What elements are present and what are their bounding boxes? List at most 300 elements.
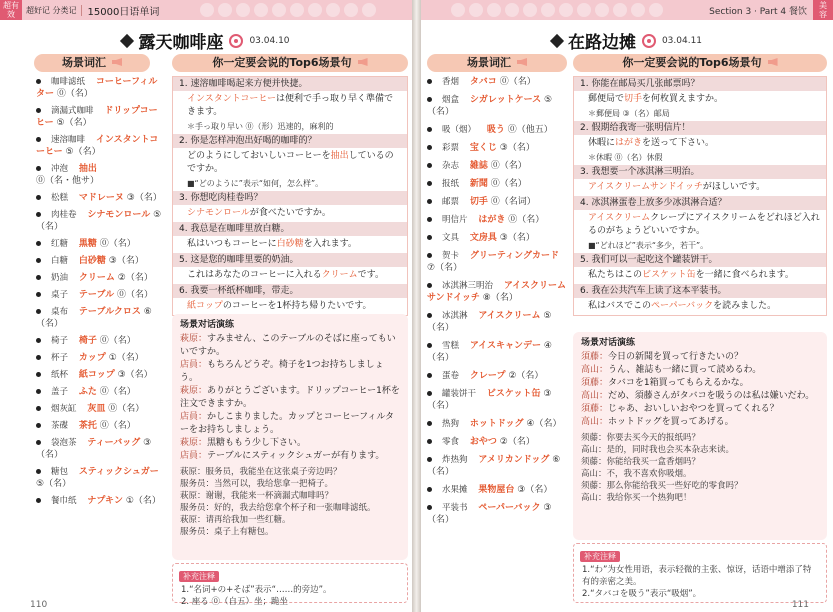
vocab-accent: ⑤（名） bbox=[56, 118, 92, 128]
bullet-icon bbox=[36, 79, 41, 84]
right-dialog-box bbox=[573, 332, 827, 540]
vocab-japanese: 吸う bbox=[486, 125, 505, 135]
vocab-japanese: シナモンロール bbox=[87, 210, 151, 220]
left-sentences-header-text: 你一定要会说的Top6场景句 bbox=[212, 56, 352, 69]
vocab-japanese: インスタントコーヒー bbox=[36, 135, 159, 157]
dialog-line bbox=[573, 351, 827, 364]
vocab-accent: ③（名） bbox=[499, 143, 535, 153]
vocab-accent: ③（名） bbox=[36, 438, 152, 460]
right-vocab-list bbox=[427, 76, 567, 532]
vocab-chinese: 杂志 bbox=[442, 161, 460, 171]
vocab-item bbox=[36, 403, 162, 415]
vocab-accent: ⓪（名） bbox=[56, 89, 93, 99]
dialog-speaker: 高山： bbox=[581, 417, 609, 427]
vocab-item bbox=[427, 310, 567, 334]
vocab-item bbox=[427, 388, 567, 412]
vocab-japanese: 黒糖 bbox=[78, 239, 97, 249]
bullet-icon bbox=[427, 253, 432, 258]
dialog-translation-line: 须藤：那么你能给我买一些好吃的零食吗？ bbox=[581, 481, 743, 491]
vocab-chinese: 零食 bbox=[442, 437, 460, 447]
vocab-chinese: 速溶咖啡 bbox=[51, 135, 86, 145]
left-dialog-translation bbox=[172, 466, 408, 538]
vocab-accent: ⓪（名词） bbox=[490, 197, 536, 207]
sentence-question: 5. 我们可以一起吃这个罐装饼干。 bbox=[574, 253, 826, 267]
right-title-text: 在路边摊 bbox=[567, 33, 636, 53]
left-vocab-header bbox=[34, 54, 150, 72]
vocab-japanese: はがき bbox=[478, 215, 506, 225]
vocab-japanese: 宝くじ bbox=[469, 143, 497, 153]
bullet-icon bbox=[36, 338, 41, 343]
dialog-translation-line: 服务员：桌子上有糖包。 bbox=[180, 527, 274, 537]
bullet-icon bbox=[36, 195, 41, 200]
dialog-text: テーブルにスティックシュガーが有ります。 bbox=[207, 451, 385, 461]
vocab-accent: ⓪（名） bbox=[490, 179, 527, 189]
bullet-icon bbox=[427, 163, 432, 168]
sentence-answer: アイスクリームサンドイッチがほしいです。 bbox=[588, 182, 766, 192]
dialog-speaker: 店員： bbox=[180, 412, 208, 422]
vocab-chinese: 奶油 bbox=[51, 273, 69, 283]
vocab-chinese: 雪糕 bbox=[442, 341, 460, 351]
left-note-box bbox=[172, 563, 408, 607]
vocab-japanese: カップ bbox=[78, 353, 106, 363]
vocab-japanese: ホットドッグ bbox=[469, 419, 524, 429]
left-section-title bbox=[0, 28, 412, 53]
vocab-japanese: 紙コップ bbox=[78, 370, 115, 380]
vocab-accent: ⓪（名） bbox=[99, 421, 136, 431]
bullet-icon bbox=[36, 275, 41, 280]
vocab-chinese: 肉桂卷 bbox=[51, 210, 77, 220]
dialog-speaker: 須藤： bbox=[581, 352, 609, 362]
dialog-text: ホットドッグを買ってあげる。 bbox=[608, 417, 734, 427]
right-dialog-translation bbox=[573, 432, 827, 504]
vocab-chinese: 糖包 bbox=[51, 467, 69, 477]
dialog-text: かしこまりました。カップとコーヒーフィルターをお持ちしましょう。 bbox=[180, 412, 395, 435]
left-note-1: 1.“名词+の+そば”表示“……的旁边”。 bbox=[181, 585, 332, 595]
vocab-chinese: 蛋卷 bbox=[442, 371, 460, 381]
vocab-chinese: 餐巾纸 bbox=[51, 496, 77, 506]
vocab-item bbox=[36, 255, 162, 267]
vocab-japanese: 切手 bbox=[469, 197, 488, 207]
vocab-item bbox=[427, 418, 567, 430]
vocab-japanese: 新聞 bbox=[469, 179, 488, 189]
vocab-chinese: 水果摊 bbox=[442, 485, 468, 495]
vocab-japanese: スティックシュガー bbox=[78, 467, 159, 477]
vocab-chinese: 桌子 bbox=[51, 290, 69, 300]
vocab-japanese: 文房具 bbox=[469, 233, 497, 243]
vocab-item bbox=[36, 437, 162, 461]
sentence-note: ■“どれほど”表示“多少，若干”。 bbox=[588, 241, 709, 250]
vocab-item bbox=[36, 105, 162, 129]
dialog-text: じゃあ、おいしいおやつを買ってくれる？ bbox=[608, 404, 779, 414]
vocab-chinese: 文具 bbox=[442, 233, 460, 243]
vocab-item bbox=[36, 163, 162, 187]
dialog-speaker: 須藤： bbox=[581, 404, 609, 414]
left-sentence-box bbox=[172, 76, 408, 316]
bullet-icon bbox=[427, 457, 432, 462]
left-header-tag: 超有效 bbox=[0, 0, 22, 20]
vocab-item bbox=[36, 272, 162, 284]
vocab-chinese: 吸（烟） bbox=[442, 125, 477, 135]
dialog-text: ありがとうございます。ドリップコーヒー1杯を注文できますか。 bbox=[180, 386, 400, 409]
dialog-speaker: 萩原： bbox=[180, 438, 208, 448]
dialog-line bbox=[172, 385, 408, 411]
vocab-japanese: クレープ bbox=[469, 371, 506, 381]
vocab-chinese: 烟灰缸 bbox=[51, 404, 77, 414]
left-vocab-list bbox=[36, 76, 162, 512]
vocab-accent: ⑦（名） bbox=[427, 263, 463, 273]
bullet-icon bbox=[427, 145, 432, 150]
highlighted-term: 白砂糖 bbox=[276, 239, 304, 249]
dialog-line bbox=[573, 377, 827, 390]
vocab-accent: ②（名） bbox=[508, 371, 544, 381]
bullet-icon bbox=[427, 79, 432, 84]
vocab-accent: ②（名） bbox=[499, 437, 535, 447]
dialog-line bbox=[573, 390, 827, 403]
vocab-accent: ②（名） bbox=[117, 273, 153, 283]
vocab-accent: ⓪（他五） bbox=[507, 125, 553, 135]
vocab-accent: ⑤（名） bbox=[427, 311, 552, 333]
left-vocab-header-text: 场景词汇 bbox=[62, 56, 106, 69]
vocab-accent: ⑤（名） bbox=[65, 147, 101, 157]
vocab-chinese: 贺卡 bbox=[442, 251, 460, 261]
dialog-text: 今日の新聞を買って行きたいの？ bbox=[608, 352, 744, 362]
vocab-accent: ⓪（名） bbox=[99, 387, 136, 397]
vocab-japanese: 白砂糖 bbox=[78, 256, 106, 266]
vocab-chinese: 红糖 bbox=[51, 239, 69, 249]
header-dots-decoration bbox=[451, 0, 663, 20]
vocab-item bbox=[427, 160, 567, 172]
vocab-item bbox=[427, 76, 567, 88]
vocab-accent: ⑤（名） bbox=[36, 210, 162, 232]
diamond-icon bbox=[120, 33, 134, 47]
highlighted-term: ビスケット缶 bbox=[642, 270, 696, 280]
highlighted-term: 抽出 bbox=[330, 151, 349, 161]
bullet-icon bbox=[427, 373, 432, 378]
right-dialog-lines bbox=[573, 351, 827, 429]
speaker-icon[interactable] bbox=[768, 58, 778, 66]
vocab-chinese: 盖子 bbox=[51, 387, 69, 397]
bullet-icon bbox=[427, 487, 432, 492]
sentence-answer: 郵便局で切手を何枚買えますか。 bbox=[588, 94, 724, 104]
vocab-chinese: 烟盒 bbox=[442, 95, 460, 105]
vocab-item bbox=[427, 94, 567, 118]
vocab-accent: ⑧（名） bbox=[482, 293, 518, 303]
vocab-item bbox=[427, 436, 567, 448]
dialog-translation-line: 高山：不，我不喜欢你吸烟。 bbox=[581, 469, 692, 479]
left-header-tag2: 超好记 分类记 bbox=[22, 5, 82, 16]
right-dialog-header: 场景对话演练 bbox=[581, 338, 636, 348]
dialog-line bbox=[172, 450, 408, 463]
vocab-accent: ⑥（名） bbox=[427, 455, 561, 477]
dialog-speaker: 萩原： bbox=[180, 386, 208, 396]
highlighted-term: クリーム bbox=[321, 270, 358, 280]
dialog-line bbox=[172, 411, 408, 437]
dialog-line bbox=[172, 333, 408, 359]
bullet-icon bbox=[36, 212, 41, 217]
vocab-item bbox=[36, 466, 162, 490]
vocab-chinese: 滴漏式咖啡 bbox=[51, 106, 94, 116]
vocab-japanese: 茶托 bbox=[78, 421, 97, 431]
dialog-speaker: 店員： bbox=[180, 360, 208, 370]
bullet-icon bbox=[36, 423, 41, 428]
vocab-chinese: 罐装饼干 bbox=[442, 389, 477, 399]
vocab-japanese: 雑誌 bbox=[469, 161, 488, 171]
vocab-item bbox=[36, 420, 162, 432]
vocab-item bbox=[427, 142, 567, 154]
vocab-item bbox=[427, 250, 567, 274]
left-page-number: 110 bbox=[30, 600, 48, 610]
right-sentences-header bbox=[573, 54, 827, 72]
left-note-header: 补充注释 bbox=[179, 571, 219, 582]
vocab-japanese: クリーム bbox=[78, 273, 115, 283]
vocab-item bbox=[36, 76, 162, 100]
vocab-chinese: 明信片 bbox=[442, 215, 468, 225]
vocab-chinese: 咖啡滤纸 bbox=[51, 77, 86, 87]
bullet-icon bbox=[36, 440, 41, 445]
vocab-item bbox=[427, 484, 567, 496]
vocab-item bbox=[36, 306, 162, 330]
left-page bbox=[0, 0, 412, 612]
sentence-question: 1. 你能在邮局买几张邮票吗？ bbox=[574, 77, 826, 91]
vocab-accent: ⓪（名） bbox=[108, 404, 145, 414]
sentence-question: 2. 你是怎样冲泡出好喝的咖啡的？ bbox=[173, 134, 407, 148]
vocab-item bbox=[36, 495, 162, 507]
vocab-item bbox=[36, 209, 162, 233]
diamond-icon bbox=[550, 33, 564, 47]
sentence-question: 3. 你想吃肉桂卷吗？ bbox=[173, 191, 407, 205]
bullet-icon bbox=[427, 217, 432, 222]
left-dialog-box bbox=[172, 314, 408, 560]
left-title-text: 露天咖啡座 bbox=[138, 33, 224, 53]
bullet-icon bbox=[36, 309, 41, 314]
vocab-japanese: テーブル bbox=[78, 290, 115, 300]
vocab-item bbox=[36, 238, 162, 250]
sentence-question: 4. 冰淇淋蛋卷上放多少冰淇淋合适？ bbox=[574, 196, 826, 210]
vocab-japanese: アメリカンドッグ bbox=[478, 455, 550, 465]
vocab-item bbox=[427, 214, 567, 226]
dialog-translation-line: 高山：是的，同时我也会买本杂志来读。 bbox=[581, 445, 735, 455]
right-note-header: 补充注释 bbox=[580, 551, 620, 562]
bullet-icon bbox=[36, 406, 41, 411]
dialog-speaker: 須藤： bbox=[581, 378, 609, 388]
left-track-code: 03.04.10 bbox=[249, 35, 290, 46]
speaker-icon[interactable] bbox=[517, 58, 527, 66]
bullet-icon bbox=[427, 283, 432, 288]
vocab-japanese: コーヒーフィルター bbox=[36, 77, 158, 99]
vocab-japanese: ナプキン bbox=[87, 496, 123, 506]
vocab-japanese: アイスクリームサンドイッチ bbox=[427, 281, 566, 303]
dialog-text: だめ、須藤さんがタバコを吸うのは私は嫌いだわ。 bbox=[608, 391, 815, 401]
vocab-item bbox=[427, 178, 567, 190]
sentence-question: 5. 这是您的咖啡里要的奶油。 bbox=[173, 253, 407, 267]
vocab-accent: ⑤（名） bbox=[36, 479, 72, 489]
vocab-accent: ③（名） bbox=[108, 256, 144, 266]
dialog-speaker: 萩原： bbox=[180, 334, 208, 344]
right-note-box bbox=[573, 543, 827, 603]
bullet-icon bbox=[36, 137, 41, 142]
bullet-icon bbox=[36, 108, 41, 113]
vocab-chinese: 椅子 bbox=[51, 336, 69, 346]
vocab-accent: ⑤（名） bbox=[427, 95, 553, 117]
bullet-icon bbox=[427, 181, 432, 186]
bullet-icon bbox=[427, 313, 432, 318]
sentence-question: 6. 我在公共汽车上读了这本平装书。 bbox=[574, 284, 826, 298]
dialog-speaker: 高山： bbox=[581, 391, 609, 401]
sentence-answer: 私はいつもコーヒーに白砂糖を入れます。 bbox=[187, 239, 357, 249]
sentence-answer: 紙コップのコーヒーを1杯持ち帰りたいです。 bbox=[187, 301, 372, 311]
vocab-japanese: マドレーヌ bbox=[78, 193, 124, 203]
vocab-item bbox=[427, 280, 567, 304]
sentence-question: 3. 我想要一个冰淇淋三明治。 bbox=[574, 165, 826, 179]
bullet-icon bbox=[427, 505, 432, 510]
sentence-question: 2. 假期给我寄一张明信片！ bbox=[574, 121, 826, 135]
vocab-accent: ⓪（名） bbox=[99, 239, 136, 249]
bullet-icon bbox=[427, 235, 432, 240]
vocab-chinese: 袋泡茶 bbox=[51, 438, 77, 448]
right-sentences-header-text: 你一定要会说的Top6场景句 bbox=[622, 56, 762, 69]
right-page-number: 111 bbox=[791, 600, 809, 610]
header-dots-decoration bbox=[200, 0, 376, 20]
bullet-icon bbox=[36, 241, 41, 246]
dialog-line bbox=[573, 364, 827, 377]
sentence-answer: 私たちはこのビスケット缶を一緒に食べられます。 bbox=[588, 270, 794, 280]
highlighted-term: シナモンロール bbox=[187, 208, 250, 218]
dialog-speaker: 高山： bbox=[581, 365, 609, 375]
vocab-accent: ⓪（名） bbox=[490, 161, 527, 171]
vocab-accent: ③（名） bbox=[427, 503, 552, 525]
vocab-item bbox=[427, 502, 567, 526]
bullet-icon bbox=[36, 469, 41, 474]
vocab-japanese: 椅子 bbox=[78, 336, 97, 346]
sentence-question: 6. 我要一杯纸杯咖啡，带走。 bbox=[173, 284, 407, 298]
highlighted-term: 紙コップ bbox=[187, 301, 223, 311]
bullet-icon bbox=[36, 355, 41, 360]
left-header-title: 15000日语单词 bbox=[87, 6, 160, 18]
vocab-chinese: 冲泡 bbox=[51, 164, 69, 174]
sentence-note: ＊手っ取り早い ⓪（形）迅速的，麻利的 bbox=[187, 122, 334, 131]
vocab-item bbox=[427, 232, 567, 244]
dialog-text: もちろんどうぞ。椅子を1つお持ちしましょう。 bbox=[180, 360, 384, 383]
vocab-accent: ③（名） bbox=[427, 389, 552, 411]
dialog-translation-line: 服务员：当然可以，我给您拿一把椅子。 bbox=[180, 479, 334, 489]
bullet-icon bbox=[427, 127, 432, 132]
bullet-icon bbox=[36, 258, 41, 263]
vocab-chinese: 杯子 bbox=[51, 353, 69, 363]
vocab-japanese: ティーバッグ bbox=[87, 438, 141, 448]
bullet-icon bbox=[427, 421, 432, 426]
bullet-icon bbox=[427, 439, 432, 444]
vocab-accent: ⓪（名） bbox=[508, 215, 545, 225]
vocab-accent: ③（名） bbox=[117, 370, 153, 380]
vocab-japanese: テーブルクロス bbox=[78, 307, 141, 317]
dialog-line bbox=[172, 359, 408, 385]
vocab-item bbox=[36, 335, 162, 347]
vocab-japanese: ビスケット缶 bbox=[486, 389, 541, 399]
highlighted-term: ペーパーバック bbox=[651, 301, 714, 311]
vocab-item bbox=[427, 370, 567, 382]
vocab-chinese: 热狗 bbox=[442, 419, 460, 429]
left-sentences-header bbox=[172, 54, 408, 72]
vocab-item bbox=[427, 124, 567, 136]
vocab-japanese: ペーパーバック bbox=[478, 503, 541, 513]
highlighted-term: アイスクリーム bbox=[588, 213, 651, 223]
vocab-accent: ⓪（名・他サ） bbox=[36, 176, 100, 186]
speaker-icon[interactable] bbox=[358, 58, 368, 66]
vocab-accent: ⓪（名） bbox=[499, 77, 536, 87]
sentence-note: ■“どのように”表示“如何，怎么样”。 bbox=[187, 179, 324, 188]
dialog-line bbox=[573, 403, 827, 416]
dialog-translation-line: 须藤：你要去买今天的报纸吗？ bbox=[581, 433, 701, 443]
dialog-translation-line: 服务员：好的，我去给您拿个杯子和一张咖啡滤纸。 bbox=[180, 503, 376, 513]
vocab-accent: ⓪（名） bbox=[99, 336, 136, 346]
bullet-icon bbox=[427, 199, 432, 204]
left-dialog-lines bbox=[172, 333, 408, 463]
highlighted-term: はがき bbox=[615, 138, 643, 148]
dialog-text: タバコを1箱買ってもらえるかな。 bbox=[608, 378, 749, 388]
dialog-text: すみません、このテーブルのそばに座ってもいいですか。 bbox=[180, 334, 396, 357]
vocab-chinese: 冰淇淋三明治 bbox=[442, 281, 494, 291]
right-vocab-header bbox=[427, 54, 567, 72]
sentence-answer: これはあなたのコーヒーに入れるクリームです。 bbox=[187, 270, 384, 280]
vocab-chinese: 炸热狗 bbox=[442, 455, 468, 465]
sentence-question: 4. 我总是在咖啡里放白糖。 bbox=[173, 222, 407, 236]
sentence-answer: アイスクリームクレープにアイスクリームをどれほど入れるのがちょうどいいですか。 bbox=[588, 213, 820, 236]
book-gutter bbox=[412, 0, 421, 612]
vocab-japanese: タバコ bbox=[469, 77, 497, 87]
vocab-item bbox=[427, 340, 567, 364]
vocab-japanese: 灰皿 bbox=[87, 404, 106, 414]
vocab-japanese: おやつ bbox=[469, 437, 497, 447]
dialog-translation-line: 萩原：谢谢，我能来一杯滴漏式咖啡吗？ bbox=[180, 491, 334, 501]
right-note-2: 2.“タバコを吸う”表示“吸烟”。 bbox=[582, 589, 702, 599]
vocab-item bbox=[36, 369, 162, 381]
vocab-item bbox=[36, 386, 162, 398]
sentence-note: ＊休暇 ⓪（名）休假 bbox=[588, 153, 663, 162]
sentence-answer: どのようにしておいしいコーヒーを抽出しているのですか。 bbox=[187, 151, 394, 174]
bullet-icon bbox=[427, 97, 432, 102]
vocab-japanese: グリーティングカード bbox=[469, 251, 559, 261]
vocab-chinese: 报纸 bbox=[442, 179, 460, 189]
dialog-translation-line: 萩原：请再给我加一些红糖。 bbox=[180, 515, 291, 525]
bullet-icon bbox=[36, 372, 41, 377]
vocab-japanese: ドリップコーヒー bbox=[36, 106, 158, 128]
speaker-icon[interactable] bbox=[112, 58, 122, 66]
bullet-icon bbox=[427, 391, 432, 396]
vocab-item bbox=[36, 134, 162, 158]
vocab-japanese: 果物屋台 bbox=[478, 485, 515, 495]
vocab-japanese: 抽出 bbox=[78, 164, 97, 174]
vocab-chinese: 松糕 bbox=[51, 193, 69, 203]
left-note-2: 2. 座る ⓪（自五）坐；跪坐 bbox=[181, 597, 289, 607]
right-header-tag: 美容 bbox=[813, 0, 833, 20]
left-dialog-header: 场景对话演练 bbox=[180, 320, 235, 330]
sentence-question: 1. 速溶咖啡喝起来方便并快捷。 bbox=[173, 77, 407, 91]
vocab-accent: ⓪（名） bbox=[116, 290, 153, 300]
dialog-line bbox=[573, 416, 827, 429]
vocab-accent: ③（名） bbox=[499, 233, 535, 243]
vocab-accent: ③（名） bbox=[126, 193, 162, 203]
vocab-chinese: 纸杯 bbox=[51, 370, 69, 380]
vocab-chinese: 香烟 bbox=[442, 77, 460, 87]
bullet-icon bbox=[36, 292, 41, 297]
dialog-text: 黒糖ももう少し下さい。 bbox=[207, 438, 307, 448]
vocab-japanese: アイスキャンデー bbox=[469, 341, 541, 351]
sentence-answer: 私はバスでこのペーパーバックを読みました。 bbox=[588, 301, 777, 311]
audio-icon[interactable] bbox=[642, 34, 656, 48]
audio-icon[interactable] bbox=[229, 34, 243, 48]
right-header-section: Section 3 · Part 4 餐饮 bbox=[709, 6, 807, 17]
vocab-chinese: 白糖 bbox=[51, 256, 69, 266]
